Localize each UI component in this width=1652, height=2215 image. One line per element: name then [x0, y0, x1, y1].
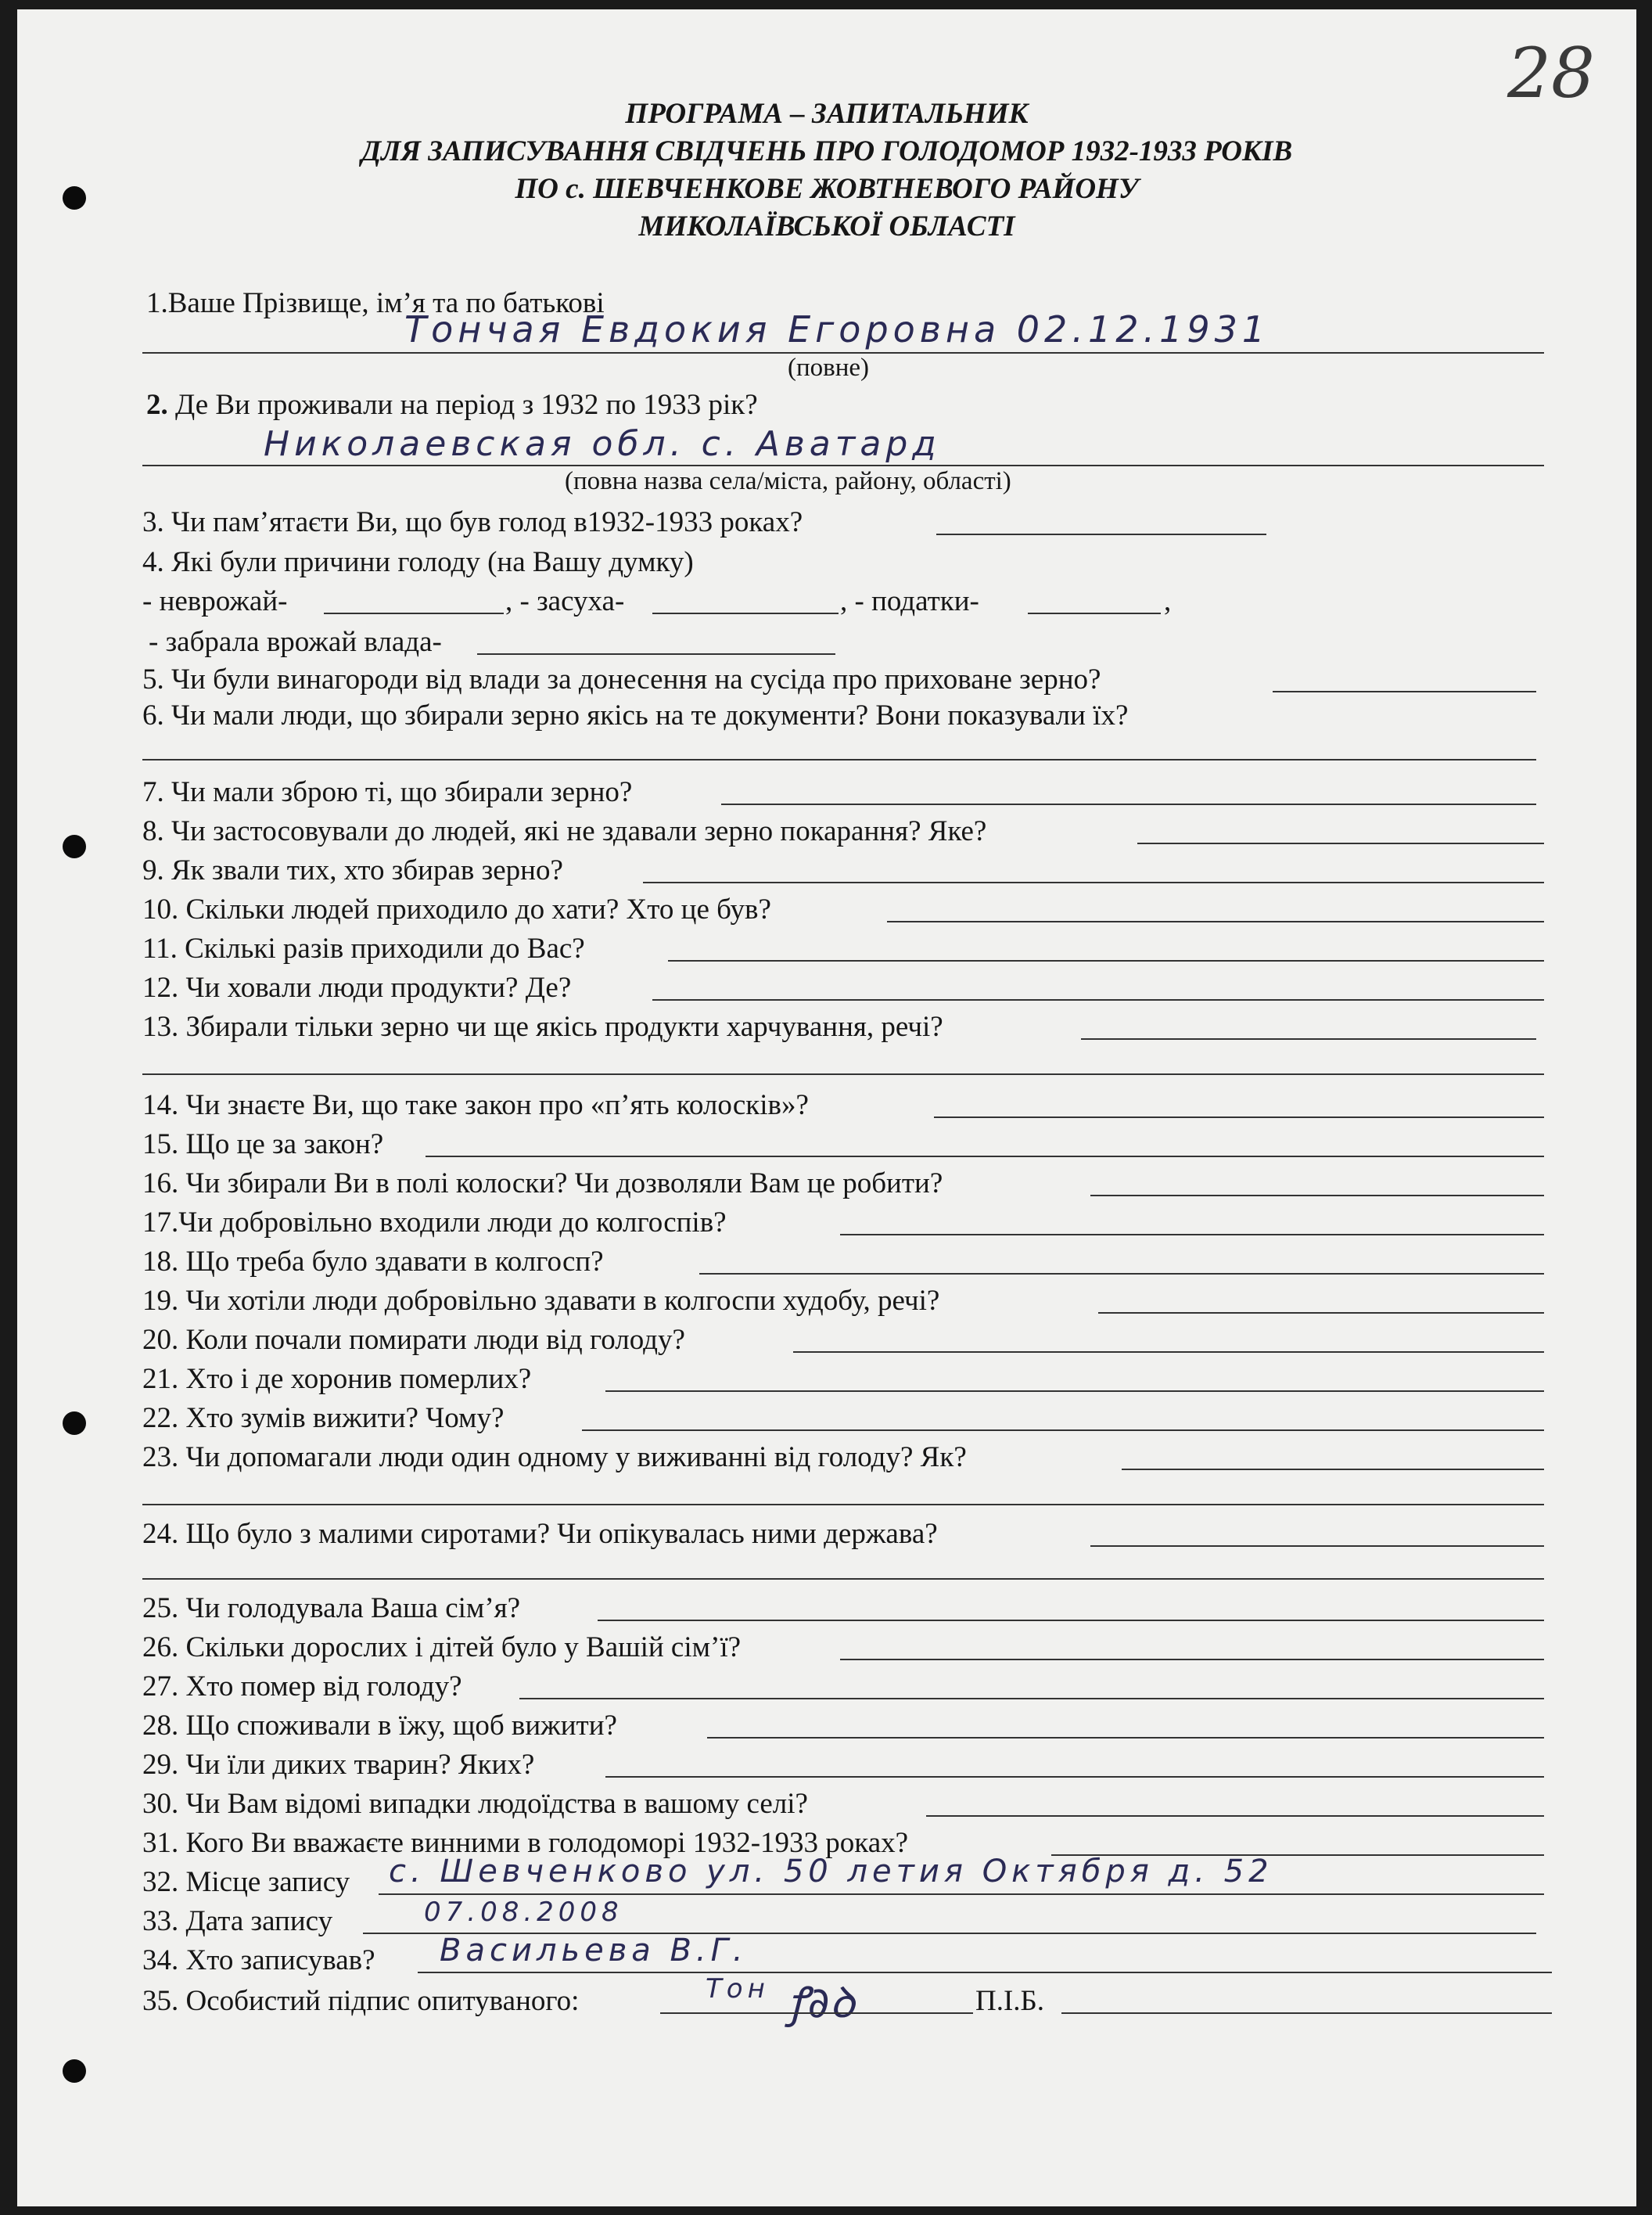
answer-7-line [721, 804, 1536, 805]
answer-13-line-2 [142, 1073, 1544, 1075]
answer-15-line [426, 1156, 1544, 1157]
question-7: 7. Чи мали зброю ті, що збирали зерно? [142, 776, 633, 808]
question-2-number: 2. [146, 389, 168, 421]
answer-29-line [605, 1776, 1544, 1778]
question-4-neurozhai: - неврожай- [142, 585, 288, 617]
punch-hole-icon [63, 2059, 86, 2083]
punch-hole-icon [63, 1411, 86, 1435]
question-28: 28. Що споживали в їжу, щоб вижити? [142, 1710, 617, 1742]
answer-32-line [379, 1893, 1544, 1895]
question-35: 35. Особистий підпис опитуваного: [142, 1985, 580, 2017]
questionnaire-page [17, 9, 1636, 2206]
answer-24-line [1090, 1545, 1544, 1547]
question-4-vlada: - забрала врожай влада- [149, 626, 442, 658]
answer-2-hint: (повна назва села/міста, району, області) [565, 467, 1011, 495]
answer-26-line [840, 1659, 1544, 1660]
question-25: 25. Чи голодувала Ваша сім’я? [142, 1592, 521, 1624]
pib-line [1061, 2012, 1552, 2014]
signature-handwritten: Тон [706, 1973, 770, 2005]
podatky-line [1028, 613, 1161, 614]
title-line-3: ПО с. ШЕВЧЕНКОВЕ ЖОВТНЕВОГО РАЙОНУ [515, 173, 1139, 205]
question-16: 16. Чи збирали Ви в полі колоски? Чи дозволяли Вам це робити? [142, 1167, 943, 1199]
page-number: 28 [1507, 33, 1595, 113]
answer-17-line [840, 1234, 1544, 1235]
answer-34-line [418, 1972, 1552, 1973]
answer-10-line [887, 921, 1544, 922]
question-31: 31. Кого Ви вважаєте винними в голодоморі 1932-1933 роках? [142, 1827, 909, 1859]
question-34: 34. Хто записував? [142, 1944, 375, 1976]
neurozhai-line [324, 613, 504, 614]
question-14: 14. Чи знаєте Ви, що таке закон про «п’ять колосків»? [142, 1089, 809, 1121]
question-19: 19. Чи хотіли люди добровільно здавати в колгоспи худобу, речі? [142, 1285, 940, 1317]
question-6: 6. Чи мали люди, що збирали зерно якісь на те документи? Вони показували їх? [142, 699, 1129, 732]
answer-19-line [1098, 1312, 1544, 1314]
answer-28-line [707, 1737, 1544, 1739]
answer-2-handwritten: Николаевская обл. с. Аватард [264, 424, 941, 464]
question-4-podatky: , - податки- [840, 585, 979, 617]
answer-2-line [142, 465, 1544, 466]
question-1-label: 1.Ваше Прізвище, ім’я та по батькові [146, 287, 605, 319]
signature-scrawl-icon: ꝭ∂ꝺ [788, 1978, 855, 2027]
question-20: 20. Коли почали помирати люди від голоду? [142, 1324, 685, 1356]
question-4-comma: , [1164, 585, 1172, 617]
answer-6-line [142, 759, 1536, 761]
title-line-1: ПРОГРАМА – ЗАПИТАЛЬНИК [625, 98, 1029, 130]
answer-14-line [934, 1116, 1544, 1118]
answer-24-line-2 [142, 1578, 1544, 1580]
question-23: 23. Чи допомагали люди один одному у виживанні від голоду? Як? [142, 1441, 967, 1473]
title-line-4: МИКОЛАЇВСЬКОЇ ОБЛАСТІ [638, 210, 1015, 243]
question-21: 21. Хто і де хоронив померлих? [142, 1363, 532, 1395]
answer-21-line [605, 1390, 1544, 1392]
question-2-label [146, 390, 758, 419]
question-11: 11. Скількі разів приходили до Вас? [142, 933, 585, 965]
answer-22-line [582, 1429, 1544, 1431]
question-29: 29. Чи їли диких тварин? Яких? [142, 1749, 535, 1781]
answer-16-line [1090, 1195, 1544, 1196]
question-5: 5. Чи були винагороди від влади за донесення на сусіда про приховане зерно? [142, 663, 1101, 696]
question-9: 9. Як звали тих, хто збирав зерно? [142, 854, 563, 886]
answer-34-handwritten: Васильева В.Г. [440, 1933, 748, 1969]
answer-8-line [1137, 843, 1544, 844]
answer-30-line [926, 1815, 1544, 1817]
vlada-line [477, 653, 835, 655]
question-15: 15. Що це за закон? [142, 1128, 384, 1160]
answer-9-line [643, 882, 1544, 883]
question-17: 17.Чи добровільно входили люди до колгоспів? [142, 1206, 727, 1239]
question-8: 8. Чи застосовували до людей, які не здавали зерно покарання? Яке? [142, 815, 987, 847]
zasukha-line [652, 613, 839, 614]
question-18: 18. Що треба було здавати в колгосп? [142, 1246, 604, 1278]
answer-3-line [936, 534, 1266, 535]
answer-13-line [1081, 1038, 1536, 1040]
question-12: 12. Чи ховали люди продукти? Де? [142, 972, 572, 1004]
answer-32-handwritten: с. Шевченково ул. 50 летия Октября д. 52 [389, 1854, 1273, 1890]
answer-33-handwritten: 07.08.2008 [424, 1897, 623, 1928]
question-24: 24. Що було з малими сиротами? Чи опікувалась ними держава? [142, 1518, 938, 1550]
question-26: 26. Скільки дорослих і дітей було у Вашій сім’ї? [142, 1631, 742, 1663]
question-13: 13. Збирали тільки зерно чи ще якісь продукти харчування, речі? [142, 1011, 943, 1043]
question-32: 32. Місце запису [142, 1866, 350, 1898]
question-33: 33. Дата запису [142, 1905, 333, 1937]
question-22: 22. Хто зумів вижити? Чому? [142, 1402, 505, 1434]
question-3: 3. Чи пам’ятаєти Ви, що був голод в1932-1933 роках? [142, 506, 803, 538]
answer-5-line [1273, 691, 1536, 692]
title-line-2: ДЛЯ ЗАПИСУВАННЯ СВІДЧЕНЬ ПРО ГОЛОДОМОР 1932-1933 РОКІВ [361, 135, 1293, 167]
answer-27-line [519, 1698, 1544, 1699]
signature-line [660, 2012, 973, 2014]
question-30: 30. Чи Вам відомі випадки людоїдства в вашому селі? [142, 1788, 808, 1820]
question-10: 10. Скільки людей приходило до хати? Хто це був? [142, 894, 771, 926]
question-2-text: Де Ви проживали на період з 1932 по 1933 рік? [175, 389, 758, 421]
answer-20-line [793, 1351, 1544, 1353]
answer-1-hint: (повне) [788, 354, 870, 382]
question-4-label: 4. Які були причини голоду (на Вашу думку) [142, 546, 694, 578]
answer-11-line [668, 960, 1544, 962]
answer-12-line [652, 999, 1544, 1001]
punch-hole-icon [63, 835, 86, 858]
answer-1-handwritten: Тончая Евдокия Егоровна 02.12.1931 [404, 308, 1270, 351]
pib-label: П.І.Б. [975, 1985, 1045, 2017]
question-4-zasukha: , - засуха- [505, 585, 625, 617]
answer-23-line-2 [142, 1504, 1544, 1505]
answer-23-line [1122, 1469, 1544, 1470]
answer-18-line [699, 1273, 1544, 1275]
question-27: 27. Хто помер від голоду? [142, 1670, 462, 1703]
answer-25-line [598, 1620, 1544, 1621]
